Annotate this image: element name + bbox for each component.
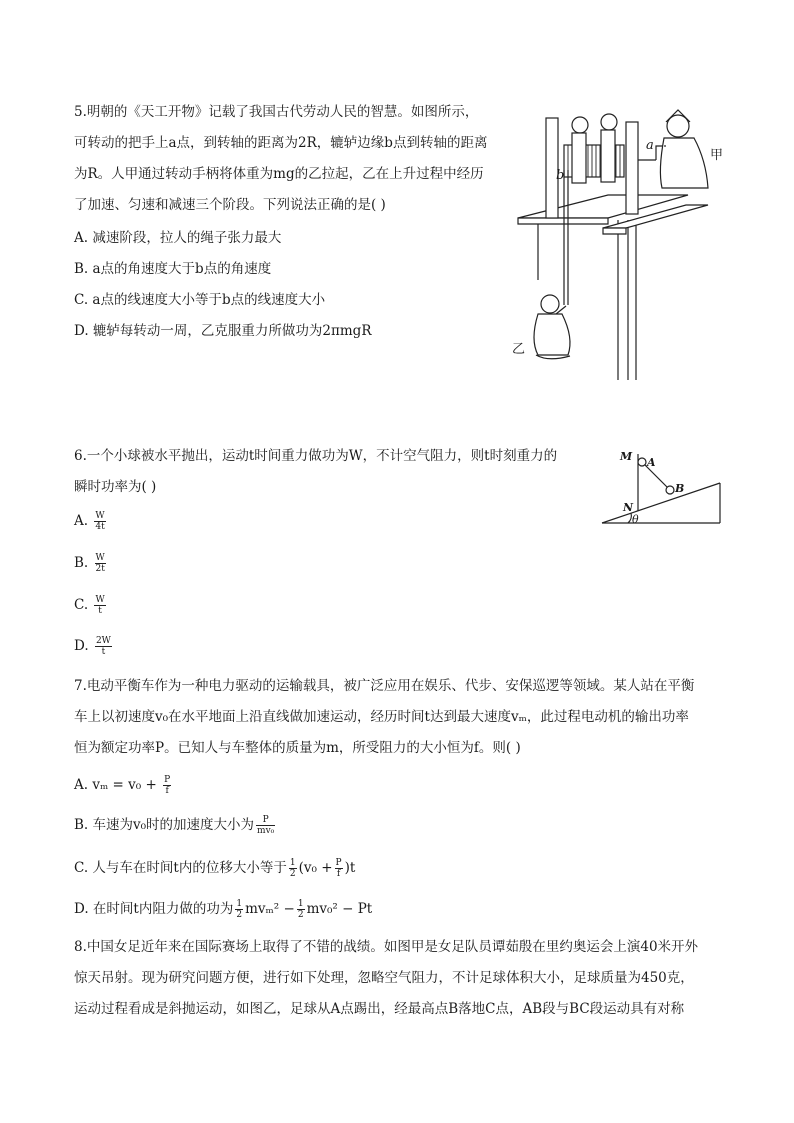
q6-line-1: 6.一个小球被水平抛出，运动t时间重力做功为W，不计空气阻力，则t时刻重力的 bbox=[74, 448, 558, 464]
q5-line-4: 了加速、匀速和减速三个阶段。下列说法正确的是( ) bbox=[74, 197, 386, 213]
label-a: a bbox=[646, 138, 654, 153]
q7-a-num: P bbox=[164, 775, 171, 785]
q7-option-d-half-1 bbox=[235, 899, 243, 920]
q7-option-b-text: B. 车速为v₀时的加速度大小为 bbox=[74, 817, 255, 833]
q6-option-d bbox=[74, 636, 114, 657]
q6-option-b-fraction bbox=[95, 553, 106, 574]
q6-option-a bbox=[74, 511, 108, 532]
q7-line-1: 7.电动平衡车作为一种电力驱动的运输载具，被广泛应用在娱乐、代步、安保巡逻等领域。某人站在平衡 bbox=[74, 678, 695, 694]
q6-option-a-letter: A. bbox=[74, 513, 89, 529]
q7-line-3: 恒为额定功率P。已知人与车整体的质量为m，所受阻力的大小恒为f。则( ) bbox=[74, 740, 521, 756]
label-jia: 甲 bbox=[710, 148, 724, 163]
q6-option-d-den: t bbox=[101, 647, 106, 657]
q7-d-half1-num: 1 bbox=[236, 899, 243, 909]
label-theta: θ bbox=[632, 513, 639, 526]
q5-line-1: 5.明朝的《天工开物》记载了我国古代劳动人民的智慧。如图所示， bbox=[74, 104, 479, 120]
q6-option-c-den: t bbox=[98, 606, 102, 616]
q6-option-b-num: W bbox=[95, 553, 105, 563]
label-yi: 乙 bbox=[512, 342, 526, 357]
q7-option-d-mid1: mvₘ² − bbox=[245, 901, 295, 917]
q6-option-a-num: W bbox=[95, 511, 105, 521]
q7-d-half1-den: 2 bbox=[236, 910, 243, 920]
q5-option-d: D. 辘轳每转动一周，乙克服重力所做功为2πmgR bbox=[74, 323, 372, 339]
q8-line-2: 惊天吊射。现为研究问题方便，进行如下处理，忽略空气阻力，不计足球体积大小，足球质量为450克， bbox=[74, 970, 694, 986]
q7-c-half-num: 1 bbox=[289, 858, 296, 868]
q7-option-c-post: )t bbox=[344, 860, 356, 876]
q6-option-d-num: 2W bbox=[95, 636, 111, 646]
q6-option-c-letter: C. bbox=[74, 597, 89, 613]
q6-option-a-fraction bbox=[94, 511, 105, 532]
q7-option-a-fraction bbox=[163, 775, 171, 796]
q7-option-c-text: C. 人与车在时间t内的位移大小等于 bbox=[74, 860, 287, 876]
q5-line-3: 为R。人甲通过转动手柄将体重为mg的乙拉起，乙在上升过程中经历 bbox=[74, 166, 484, 182]
q7-option-d-mid2: mv₀² − Pt bbox=[306, 901, 373, 917]
q7-option-c-mid: (v₀ + bbox=[298, 860, 333, 876]
q7-option-d bbox=[74, 899, 372, 920]
q7-option-b-fraction bbox=[256, 815, 275, 836]
label-m: M bbox=[620, 450, 633, 463]
label-a-point: A bbox=[647, 456, 656, 469]
q7-line-2: 车上以初速度v₀在水平地面上沿直线做加速运动，经历时间t达到最大速度vₘ，此过程电动机的输出功率 bbox=[74, 709, 689, 725]
windlass-figure bbox=[508, 100, 738, 385]
label-b: b bbox=[556, 168, 565, 183]
q5-option-c: C. a点的线速度大小等于b点的线速度大小 bbox=[74, 292, 326, 308]
q7-option-a bbox=[74, 775, 173, 796]
q7-b-num: P bbox=[256, 815, 275, 826]
incline-figure bbox=[598, 446, 728, 528]
q5-line-2: 可转动的把手上a点，到转轴的距离为2R，辘轳边缘b点到转轴的距离 bbox=[74, 135, 488, 151]
q7-c-half-den: 2 bbox=[289, 869, 296, 879]
label-b-point: B bbox=[675, 482, 685, 495]
q6-option-c-num: W bbox=[95, 595, 105, 605]
q7-b-den: mv₀ bbox=[257, 826, 275, 836]
q5-option-b: B. a点的角速度大于b点的角速度 bbox=[74, 261, 272, 277]
q7-option-d-text: D. 在时间t内阻力做的功为 bbox=[74, 901, 234, 917]
q7-option-a-text: A. vₘ = v₀ + bbox=[74, 777, 157, 793]
q6-option-c bbox=[74, 595, 108, 616]
q7-c-den: f bbox=[336, 869, 341, 879]
q6-option-d-letter: D. bbox=[74, 638, 89, 654]
q6-line-2: 瞬时功率为( ) bbox=[74, 479, 157, 495]
q6-option-d-fraction bbox=[95, 636, 112, 657]
q8-line-3: 运动过程看成是斜抛运动，如图乙，足球从A点踢出，经最高点B落地C点，AB段与BC段运动具有对称 bbox=[74, 1001, 685, 1017]
q6-option-b bbox=[74, 553, 108, 574]
label-n: N bbox=[623, 501, 634, 514]
q7-d-half2-den: 2 bbox=[297, 910, 304, 920]
q7-a-den: f bbox=[165, 786, 169, 796]
q6-option-b-den: 2t bbox=[95, 564, 105, 574]
q7-option-d-half-2 bbox=[297, 899, 305, 920]
q6-option-b-letter: B. bbox=[74, 555, 89, 571]
q5-option-a: A. 减速阶段，拉人的绳子张力最大 bbox=[74, 230, 282, 246]
q7-option-c-fraction bbox=[335, 858, 343, 879]
windlass-drawing bbox=[508, 100, 738, 385]
incline-drawing bbox=[598, 446, 728, 528]
q7-c-num: P bbox=[335, 858, 342, 868]
q7-option-c bbox=[74, 858, 355, 879]
q7-option-b bbox=[74, 815, 277, 836]
q6-option-a-den: 4t bbox=[95, 522, 105, 532]
q7-d-half2-num: 1 bbox=[297, 899, 304, 909]
q7-option-c-half bbox=[289, 858, 297, 879]
q8-line-1: 8.中国女足近年来在国际赛场上取得了不错的战绩。如图甲是女足队员谭茹殷在里约奥运会上演40米开外 bbox=[74, 939, 699, 955]
q6-option-c-fraction bbox=[94, 595, 105, 616]
